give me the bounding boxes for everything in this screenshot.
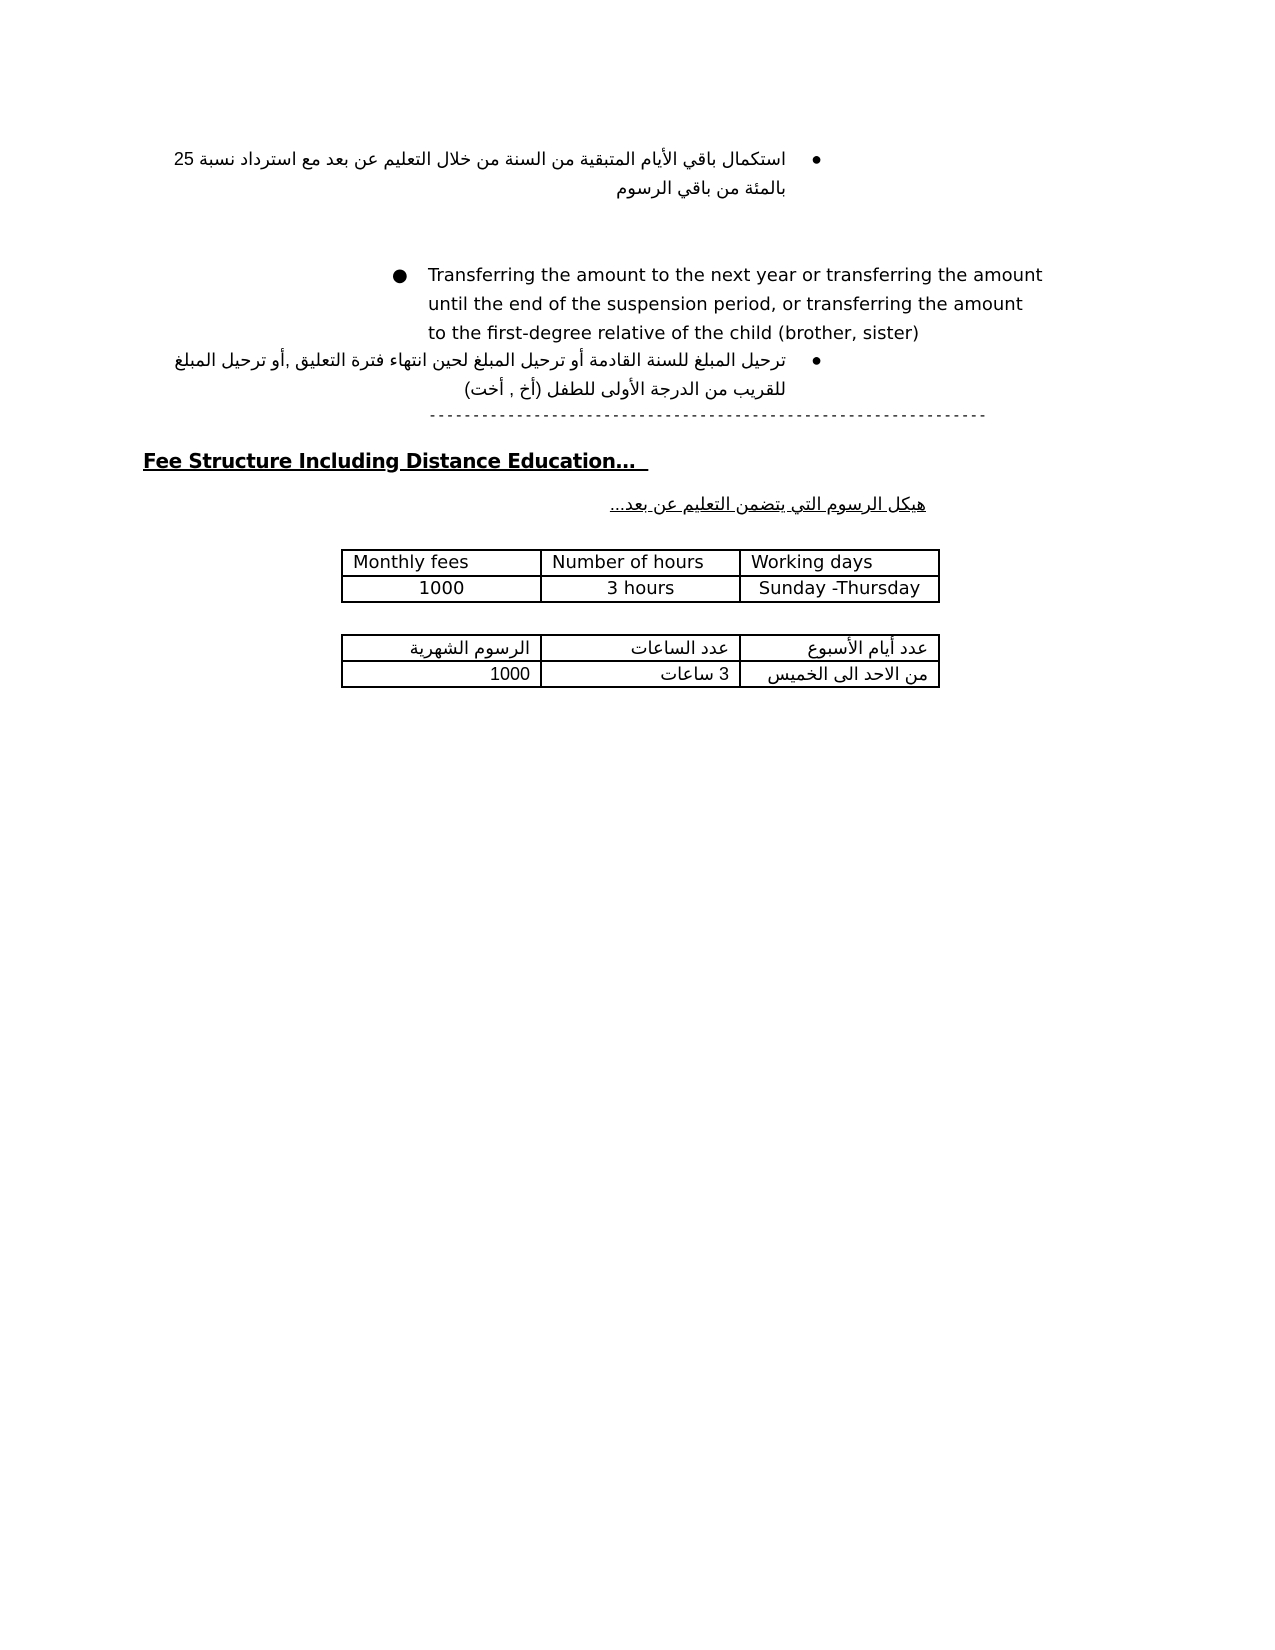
fee-table-ar: [341, 634, 940, 688]
bullet-dot-icon: ●: [392, 265, 408, 286]
fee-structure-heading-en: Fee Structure Including Distance Education…: [143, 449, 649, 473]
header-number-of-hours: Number of hours: [541, 550, 740, 576]
table-header-row: [342, 550, 939, 576]
cell-monthly-fees: 1000: [342, 576, 541, 602]
cell-working-days: Sunday -Thursday: [740, 576, 939, 602]
table-header-row: [342, 635, 939, 661]
fee-structure-heading-ar: هيكل الرسوم التي يتضمن التعليم عن بعد...: [609, 494, 926, 514]
header-monthly-fees: Monthly fees: [342, 550, 541, 576]
cell-working-days-ar: من الاحد الى الخميس: [740, 661, 939, 687]
header-working-days: Working days: [740, 550, 939, 576]
bullet-en-transfer: [392, 261, 1046, 348]
bullet-ar-refund: [148, 145, 822, 203]
bullet-ar-refund-text: استكمال باقي الأيام المتبقية من السنة من خلال التعليم عن بعد مع استرداد نسبة 25 بالمئة من باقي الرسوم: [173, 149, 786, 198]
bullet-en-transfer-text: Transferring the amount to the next year or transferring the amount until the end of the suspension period, or transferring the amount to the first-degree relative of the child (brother, sister): [428, 265, 1043, 344]
table-row: [342, 661, 939, 687]
fee-table-en: [341, 549, 940, 603]
header-monthly-fees-ar: الرسوم الشهرية: [342, 635, 541, 661]
bullet-ar-transfer: [148, 346, 822, 404]
separator-line: ----------------------------------------------------------------: [428, 406, 987, 424]
bullet-dot-icon: ●: [811, 350, 822, 370]
header-number-of-hours-ar: عدد الساعات: [541, 635, 740, 661]
header-working-days-ar: عدد أيام الأسبوع: [740, 635, 939, 661]
cell-number-of-hours: 3 hours: [541, 576, 740, 602]
cell-monthly-fees-ar: 1000: [342, 661, 541, 687]
cell-number-of-hours-ar: 3 ساعات: [541, 661, 740, 687]
bullet-dot-icon: ●: [811, 149, 822, 169]
table-row: [342, 576, 939, 602]
bullet-ar-transfer-text: ترحيل المبلغ للسنة القادمة أو ترحيل المبلغ لحين انتهاء فترة التعليق ,أو ترحيل المبلغ للقريب من الدرجة الأولى للطفل (أخ , أخت): [174, 350, 786, 399]
